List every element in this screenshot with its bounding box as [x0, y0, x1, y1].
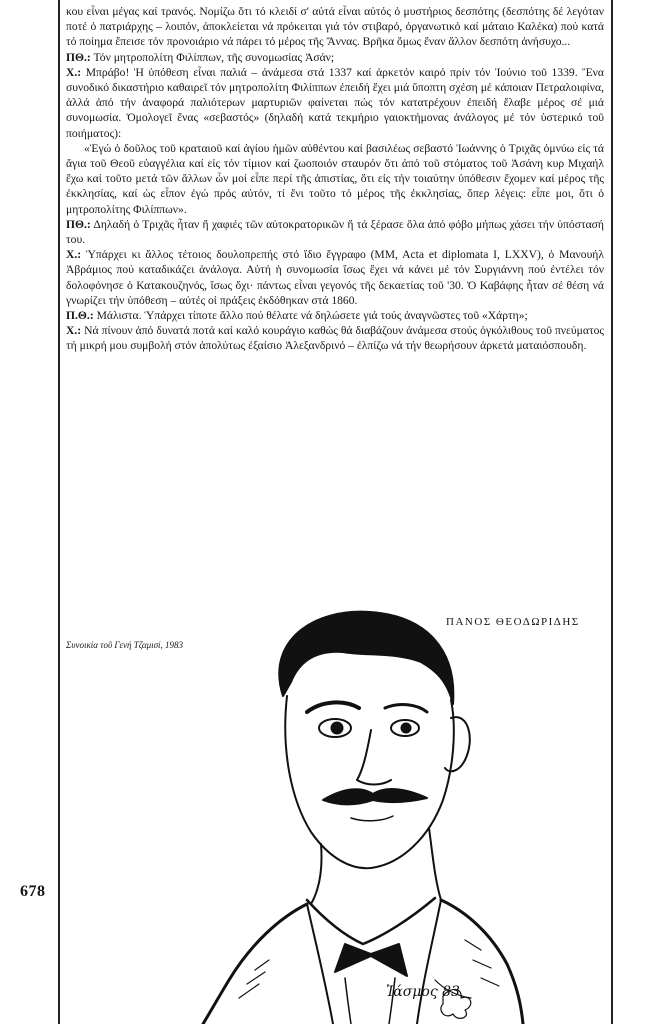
hair: [279, 612, 453, 704]
paragraph: [66, 308, 604, 323]
left-pupil: [331, 722, 343, 734]
paragraph-text: Μπράβο! Ἡ ὑπόθεση εἶναι παλιά – ἀνάμεσα στά 1337 καί ἀρκετόν καιρό πρίν τόν Ἰούνιο τοῦ 1339. Ἕνα συνοδικό δικαστήριο καθαιρεῖ τόν μητροπολίτη Φιλίππων ἐπειδή ἔχει μιά ὕποπτη σχέση μέ κάποιαν Πετραλοιφίνα, ἀλλά ἀπό τήν ἀναφορά παλιότερων μαρτυριῶν φαίνεται πώς τόν κατατρέχουν ἐπειδή ἔλαβε μέρος σέ μιά συνομωσία. Ὁμολογεῖ ἕνας «σεβαστός» (δηλαδή κατά τεκμήριο γαιοκτήμονας ἀνάλογος μέ τόν ὑστερικό τοῦ ποιήματος):: [66, 65, 604, 140]
right-column-rule: [611, 0, 613, 1024]
paragraph-text: Μάλιστα. Ὑπάρχει τίποτε ἄλλο πού θέλατε νά δηλώσετε γιά τούς ἀναγνῶστες τοῦ «Χάρτη»;: [96, 309, 528, 323]
moustache: [323, 789, 427, 804]
paragraph-text: Ὑπάρχει κι ἄλλος τέτοιος δουλοπρεπής στό ἴδιο ἔγγραφο (MM, Acta et diplomata I, LXXV), ὁ Μανουήλ Ἀβράμιος πού καταδικάζει ἀνάλογα. Αὐτή ἡ συνομωσία ἴσως ἔχει νά κάνει μέ τόν Συργιάννη πού ἐντέλει τόν δολοφόνησε ὁ Κατακουζηνός, ἴσως ὄχι· πάντως εἶναι γεγονός τῆς δεκαετίας τοῦ '30. Ὁ Καβάφης ἦταν σέ θέση νά γνωρίζει τήν ὑπόθεση – αὐτές οἱ πράξεις ἐκδόθηκαν στά 1860.: [66, 248, 604, 307]
mouth: [351, 816, 393, 821]
paragraph-text: Δηλαδή ὁ Τριχᾶς ἦταν ἤ χαφιές τῶν αὐτοκρατορικῶν ἤ τά ξέρασε ὅλα ἀπό φόβο μήπως χάσει τήν ὑπόστασή του.: [66, 217, 604, 247]
speaker-label: ΠΘ.:: [66, 217, 91, 231]
speaker-label: Χ.:: [66, 65, 82, 79]
right-pupil: [401, 723, 411, 733]
paragraph: [66, 217, 604, 247]
speaker-label: Χ.:: [66, 248, 82, 262]
jacket-shading: [239, 940, 499, 998]
paragraph-text: Τόν μητροπολίτη Φιλίππων, τῆς συνομωσίας Ἀσάν;: [93, 50, 335, 64]
author-name: ΠΑΝΟΣ ΘΕΟΔΩΡΙΔΗΣ: [446, 616, 580, 628]
speaker-label: ΠΘ.:: [66, 50, 91, 64]
paragraph-text: Νά πίνουν ἀπό δυνατά ποτά καί καλό κουράγιο καθώς θά διαβάζουν ἀνάμεσα στούς ὀγκόλιθους τοῦ πνεύματος τή μικρή μου συμβολή στόν ἀπολύτως ἐξαίσιο Ἀλεξανδρινό – ἐλπίζω νά τήν θεωρήσουν ἀρκετά ματαιόσπουδη.: [66, 324, 604, 353]
jacket-left: [203, 904, 307, 1024]
face-outline: [285, 696, 454, 868]
paragraph: [66, 4, 604, 50]
quoted-paragraph: [66, 141, 604, 217]
left-eyebrow: [307, 702, 359, 712]
neck: [311, 828, 441, 904]
paragraph: [66, 65, 604, 141]
portrait-artist-signature: Ἰάσμος 83: [386, 984, 460, 1000]
paragraph: [66, 247, 604, 308]
bow-tie: [335, 944, 407, 976]
ear: [445, 717, 470, 771]
collar: [307, 898, 435, 944]
speaker-label: Χ.:: [66, 324, 82, 338]
jacket-right: [441, 900, 523, 1024]
paragraph: [66, 50, 604, 65]
speaker-label: Π.Θ.:: [66, 309, 94, 323]
right-lapel: [417, 900, 441, 1024]
paragraph-text: «Ἐγώ ὁ δοῦλος τοῦ κραταιοῦ καί ἁγίου ἡμῶν αὐθέντου καί βασιλέως σεβαστό Ἰωάννης ὁ Τριχᾶς ὀμνύω εἰς τά ἅγια τοῦ Θεοῦ εὐαγγέλια καί εἰς τόν τίμιον καί ζωοποιόν σταυρόν ὅτι ἀπό τοῦ στόματος τοῦ Ἀσάνη κυρ Μιχαήλ ἔχω καί τοῦτο μετά τῶν ἄλλων ὧν μοί εἶπε περί τῆς ἀπιστίας, ὅτι εἰς τήν τοιαύτην ὑπόθεσιν ἔχομεν καί μέρος τῆς ἐκκλησίας, καί ὡς εἶπον ἐγώ πρός αὐτόν, τί ἔνι τοῦτο τό μέρος τῆς ἐκκλησίας, ὅπερ λέγεις: εἶπε μοι, ὅτι ὁ μητροπολίτης Φιλίππων».: [66, 141, 604, 216]
article-text: [66, 4, 604, 354]
portrait-illustration: [195, 600, 525, 1024]
portrait-caption: Συνοικία τοῦ Γενή Τζαμισί, 1983: [66, 640, 184, 650]
right-eyebrow: [385, 705, 427, 712]
paragraph: [66, 323, 604, 353]
left-column-rule: [58, 0, 60, 1024]
paragraph-text: κου εἶναι μέγας καί τρανός. Νομίζω ὅτι τό κλειδί σ' αὐτά εἶναι αὐτός ὁ μυστήριος δεσπότης (δεσπότης δέ λεγόταν ποτέ ὁ πατριάρχης – λοιπόν, ἀποκλείεται νά πρόκειται γιά τόν στιβαρό, ὀργανωτικό καί μάταιο Καλέκα) πού κατά τό ποίημα ἔπεισε τόν προνοιάριο νά πάρει τό μέρος τῆς Ἄννας. Βρῆκα ὅμως ἕναν ἄλλον δεσπότη ἀνήσυχο...: [66, 5, 604, 49]
page-number: 678: [20, 883, 46, 900]
nose: [357, 730, 391, 785]
